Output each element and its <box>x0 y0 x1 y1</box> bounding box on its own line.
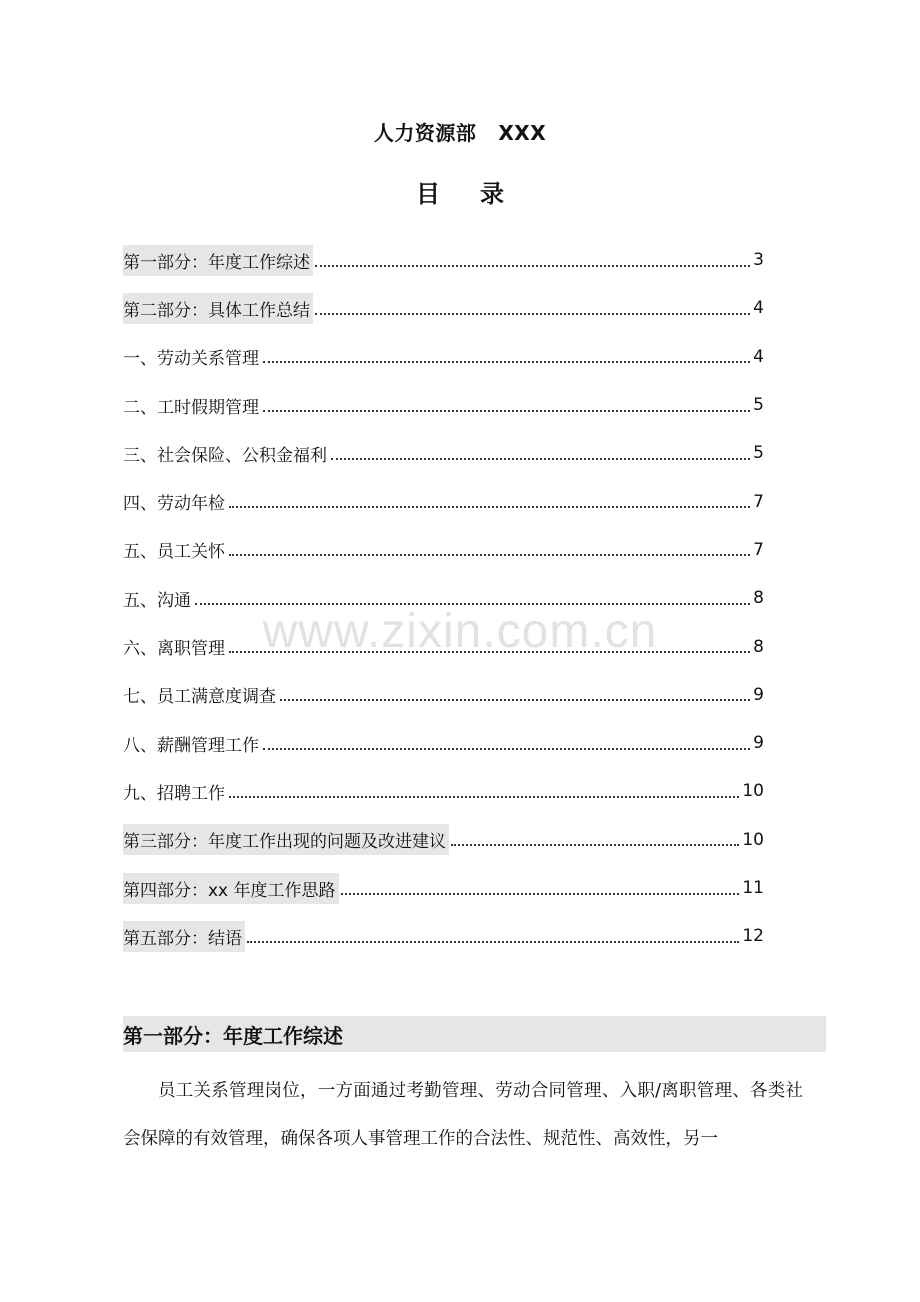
toc-page-number: 5 <box>753 395 764 416</box>
toc-entry[interactable]: 二、工时假期管理 5 <box>123 395 764 418</box>
toc-entry[interactable]: 九、招聘工作 10 <box>123 781 764 804</box>
toc-entry[interactable]: 第四部分：xx 年度工作思路 11 <box>123 864 764 912</box>
toc-entry[interactable]: 第三部分：年度工作出现的问题及改进建议 10 <box>123 816 764 864</box>
toc-page-number: 7 <box>753 491 764 512</box>
toc-entry[interactable]: 五、沟通 8 <box>123 588 764 611</box>
toc-page-number: 4 <box>753 298 764 319</box>
toc-entry[interactable]: 三、社会保险、公积金福利 5 <box>123 443 764 466</box>
watermark: www.zixin.com.cn <box>262 605 658 658</box>
toc-entry[interactable]: 第五部分：结语 12 <box>123 912 764 960</box>
toc-entry[interactable]: 第一部分：年度工作综述 3 <box>123 236 764 284</box>
toc-page-number: 12 <box>742 926 764 947</box>
toc-page-number: 10 <box>742 829 764 850</box>
toc-entry[interactable]: 五、员工关怀 7 <box>123 539 764 563</box>
author-line <box>0 117 920 146</box>
toc-entry[interactable]: 一、劳动关系管理 4 <box>123 346 764 370</box>
department-name: 人力资源部 <box>373 121 477 145</box>
toc-page-number: 9 <box>753 684 764 705</box>
toc-page-number: 11 <box>742 878 764 898</box>
author-name: XXX <box>498 121 547 145</box>
toc-title: 目 录 <box>416 180 504 208</box>
toc-page-number: 8 <box>753 636 764 657</box>
toc-page-number: 3 <box>753 250 764 271</box>
body-paragraph: 员工关系管理岗位，一方面通过考勤管理、劳动合同管理、入职/离职管理、各类社会保障的有效管理，确保各项人事管理工作的合法性、规范性、高效性，另一 <box>123 1081 803 1149</box>
table-of-contents <box>123 236 764 960</box>
toc-page-number: 4 <box>753 346 764 367</box>
toc-page-number: 5 <box>753 443 764 464</box>
toc-page-number: 7 <box>753 539 764 560</box>
toc-page-number: 8 <box>753 588 764 609</box>
toc-entry[interactable]: 六、离职管理 8 <box>123 636 764 660</box>
toc-page-number: 10 <box>742 781 764 802</box>
toc-entry[interactable]: 四、劳动年检 7 <box>123 491 764 515</box>
section-heading: 第一部分：年度工作综述 <box>123 1016 826 1052</box>
toc-entry[interactable]: 七、员工满意度调查 9 <box>123 684 764 708</box>
toc-page-number: 9 <box>753 733 764 754</box>
toc-entry[interactable]: 八、薪酬管理工作 9 <box>123 733 764 756</box>
toc-entry[interactable]: 第二部分：具体工作总结 4 <box>123 284 764 332</box>
